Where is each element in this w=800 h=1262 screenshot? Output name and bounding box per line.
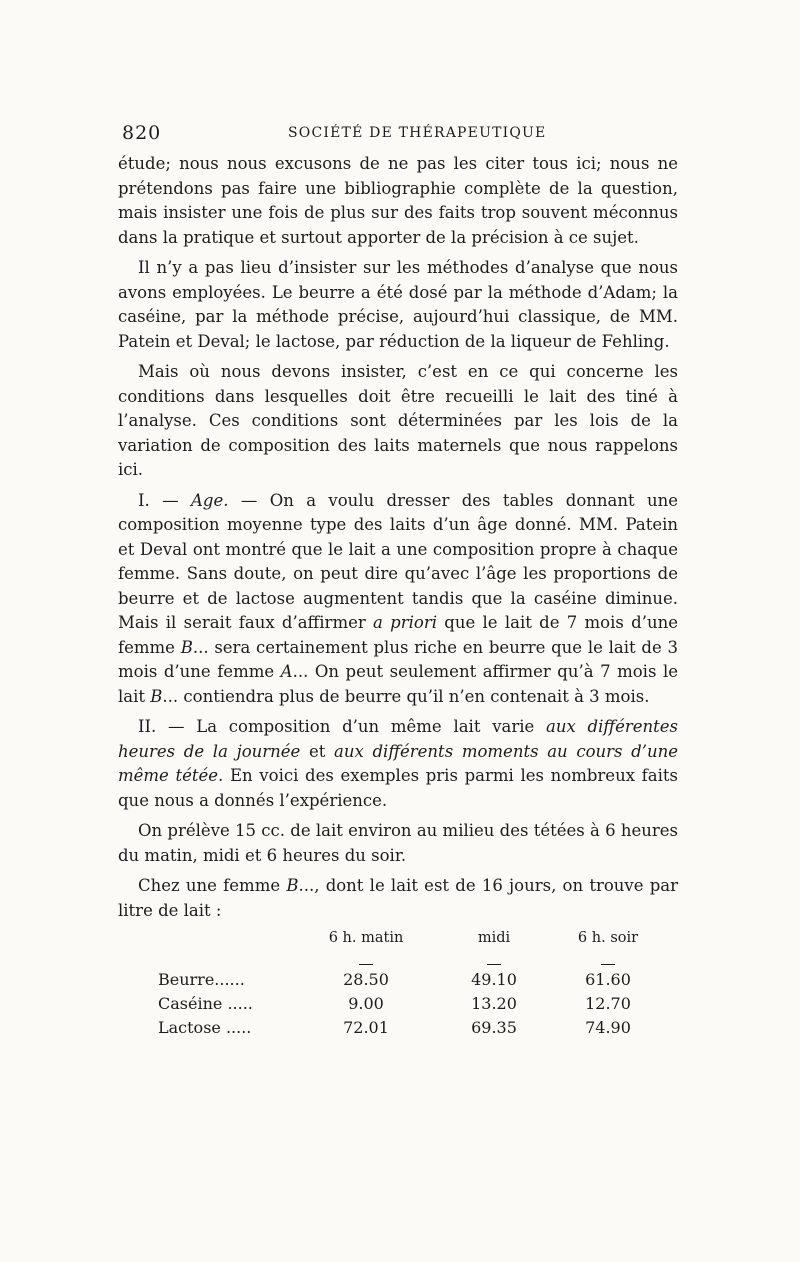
header-dashes — [118, 950, 678, 970]
paragraph-7: Chez une femme B..., dont le lait est de 16 jours, on trouve par litre de lait : — [118, 876, 678, 920]
column-header: 6 h. matin — [328, 930, 404, 946]
page-number: 820 — [122, 122, 162, 144]
page-header — [122, 122, 680, 148]
table-cell: 9.00 — [348, 994, 384, 1013]
row-label: Lactose ..... — [158, 1018, 252, 1037]
dash-rule — [601, 964, 615, 965]
table-row — [118, 970, 678, 994]
paragraph-1: étude; nous nous excusons de ne pas les citer tous ici; nous ne prétendons pas faire une bibliographie complète de la question, mais insister une fois de plus sur des faits trop souvent méconnus dans la pratique et surtout apporter de la précision à ce sujet. — [118, 154, 678, 247]
dash-rule — [359, 964, 373, 965]
column-header: 6 h. soir — [577, 930, 639, 946]
table-row — [118, 994, 678, 1018]
paragraph-6: On prélève 15 cc. de lait environ au milieu des tétées à 6 heures du matin, midi et 6 heures du soir. — [118, 821, 678, 865]
table-cell: 69.35 — [471, 1018, 517, 1037]
table-cell: 72.01 — [343, 1018, 389, 1037]
column-header: midi — [477, 930, 511, 946]
table-cell: 49.10 — [471, 970, 517, 989]
table-cell: 12.70 — [585, 994, 631, 1013]
paragraph-4: I. — Age. — On a voulu dresser des tables donnant une composition moyenne type des laits d’un âge donné. MM. Patein et Deval ont montré que le lait a une composition propre à chaque femme. Sans doute, on peut dire qu’avec l’âge les proportions de beurre et de lactose augmentent tandis que la caséine diminue. Mais il serait faux d’affirmer a priori que le lait de 7 mois d’une femme B... sera certainement plus riche en beurre que le lait de 3 mois d’une femme A... On peut seulement affirmer qu’à 7 mois le lait B... contiendra plus de beurre qu’il n’en contenait à 3 mois. — [118, 490, 678, 706]
paragraph-2: Il n’y a pas lieu d’insister sur les méthodes d’analyse que nous avons employées. Le beurre a été dosé par la méthode d’Adam; la caséine, par la méthode précise, aujourd’hui classique, de MM. Patein et Deval; le lactose, par réduction de la liqueur de Fehling. — [118, 258, 678, 351]
table-cell: 13.20 — [471, 994, 517, 1013]
paragraph-5: II. — La composition d’un même lait varie aux différentes heures de la journée et aux différents moments au cours d’une même tétée. En voici des exemples pris parmi les nombreux faits que nous a donnés l’expérience. — [118, 717, 678, 810]
table-cell: 74.90 — [585, 1018, 631, 1037]
row-label: Caséine ..... — [158, 994, 253, 1013]
paragraph-3: Mais où nous devons insister, c’est en ce qui concerne les conditions dans lesquelles doit être recueilli le lait des tiné à l’analyse. Ces conditions sont déterminées par les lois de la variation de composition des laits maternels que nous rappelons ici. — [118, 362, 678, 479]
table-header-row — [118, 930, 678, 950]
section-heading-age: Age. — [190, 490, 229, 510]
table-row — [118, 1018, 678, 1042]
milk-composition-table — [118, 930, 678, 1042]
dash-rule — [487, 964, 501, 965]
body-text — [118, 152, 678, 923]
table-cell: 61.60 — [585, 970, 631, 989]
row-label: Beurre...... — [158, 970, 245, 989]
running-title: SOCIÉTÉ DE THÉRAPEUTIQUE — [288, 125, 547, 141]
table-cell: 28.50 — [343, 970, 389, 989]
